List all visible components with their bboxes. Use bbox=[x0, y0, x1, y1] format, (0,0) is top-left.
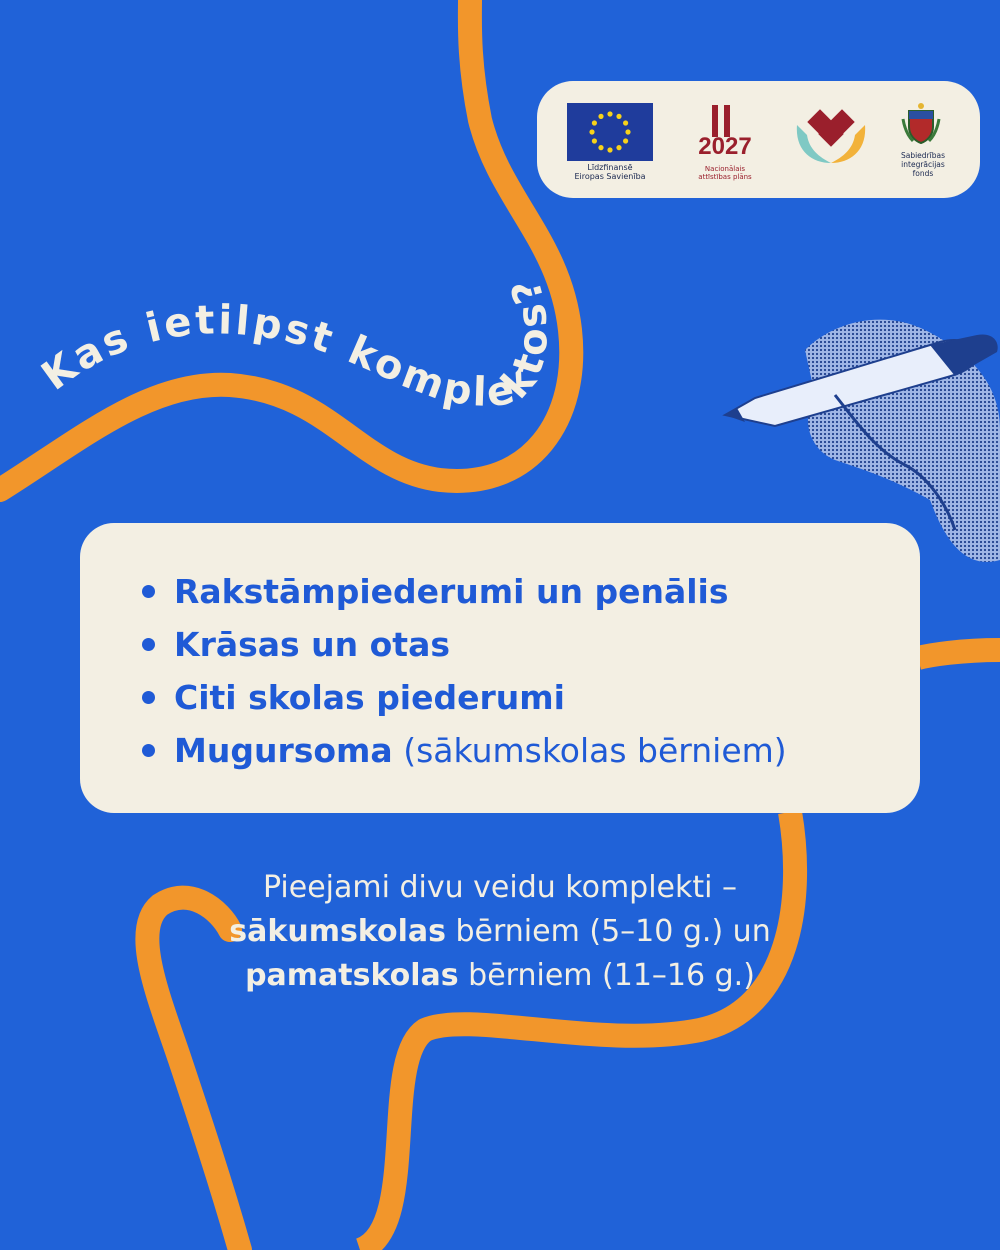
list-item: Citi skolas piederumi bbox=[142, 671, 787, 724]
kit-types-note: Pieejami divu veidu komplekti – sākumskolas bērniem (5–10 g.) un pamatskolas bērniem (11–16 g.) bbox=[229, 870, 771, 993]
svg-text:Kas ietilpst komplektos? bbox=[34, 271, 558, 417]
national-plan-caption: Nacionālais attīstības plāns bbox=[698, 165, 752, 181]
bullet-icon bbox=[142, 638, 155, 651]
kit-contents-list bbox=[142, 565, 787, 777]
title-text: Kas ietilpst komplektos? bbox=[33, 271, 558, 418]
list-item: Krāsas un otas bbox=[142, 618, 787, 671]
kit-contents-card bbox=[80, 523, 920, 813]
eu-caption: Līdzfinansē Eiropas Savienība bbox=[574, 163, 646, 181]
list-item: Rakstāmpiederumi un penālis bbox=[142, 565, 787, 618]
integration-fund-caption: Sabiedrības integrācijas fonds bbox=[900, 151, 945, 178]
bullet-icon bbox=[142, 744, 155, 757]
bullet-icon bbox=[142, 691, 155, 704]
list-item: Mugursoma (sākumskolas bērniem) bbox=[142, 724, 787, 777]
national-plan-year: 2027 bbox=[698, 133, 752, 160]
bullet-icon bbox=[142, 585, 155, 598]
